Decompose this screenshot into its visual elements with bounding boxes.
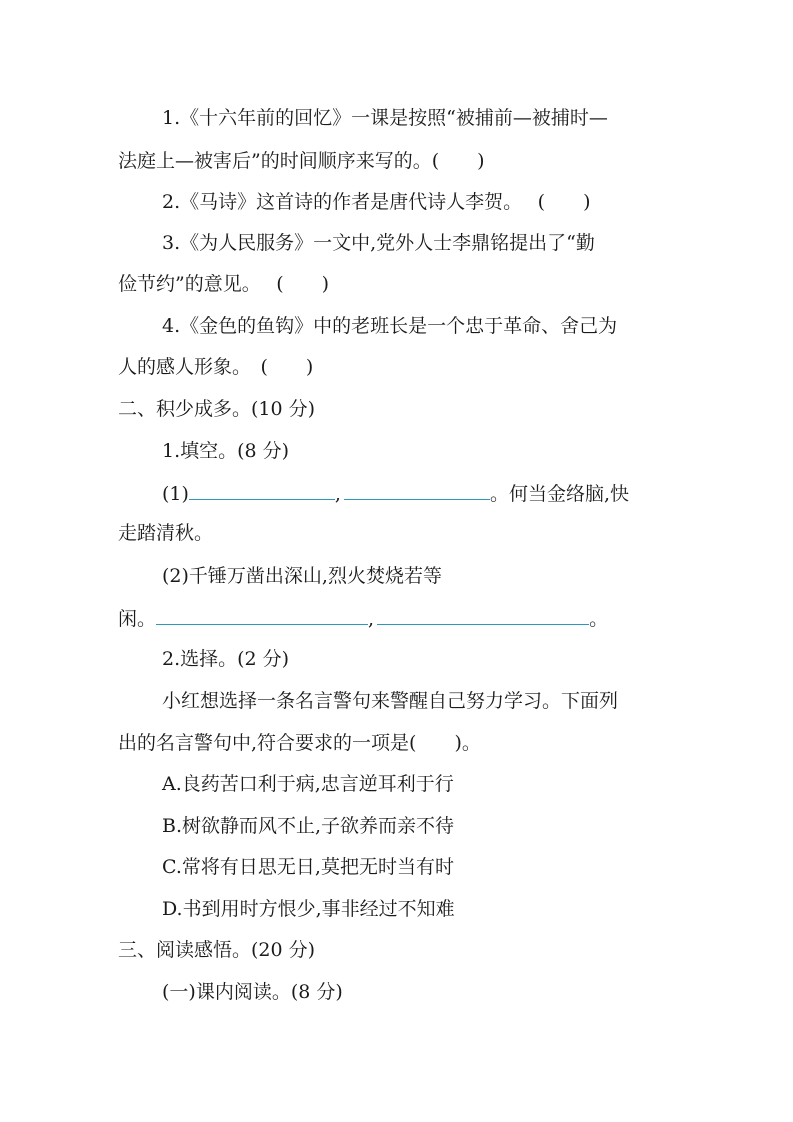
fill-item-1 xyxy=(162,479,678,507)
reading-sub-heading: (一)课内阅读。(8 分) xyxy=(162,981,343,1003)
answer-blank-3[interactable] xyxy=(156,604,368,625)
fill-item-2-line-2 xyxy=(118,604,678,632)
question-2: 2.《马诗》这首诗的作者是唐代诗人李贺。 ( ) xyxy=(162,191,591,213)
fill-item-1-line-2: 走踏清秋。 xyxy=(118,522,214,544)
answer-blank-4[interactable] xyxy=(377,604,589,625)
choice-option-b[interactable]: B.树欲静而风不止,子欲养而亲不待 xyxy=(162,815,455,837)
question-3-line-1: 3.《为人民服务》一文中,党外人士李鼎铭提出了“勤 xyxy=(162,232,595,254)
question-3-line-2: 俭节约”的意见。 ( ) xyxy=(118,273,330,295)
choice-option-c[interactable]: C.常将有日思无日,莫把无时当有时 xyxy=(162,856,454,878)
question-4-line-1: 4.《金色的鱼钩》中的老班长是一个忠于革命、舍己为 xyxy=(162,315,618,337)
answer-blank-2[interactable] xyxy=(344,479,490,500)
fill-item-2-suffix: 。 xyxy=(589,608,609,630)
choice-option-d[interactable]: D.书到用时方恨少,事非经过不知难 xyxy=(162,898,455,920)
choice-heading: 2.选择。(2 分) xyxy=(162,648,290,670)
fill-item-2-separator: , xyxy=(368,608,375,630)
fill-item-2-line-1: (2)千锤万凿出深山,烈火焚烧若等 xyxy=(162,565,442,587)
choice-stem-line-2: 出的名言警句中,符合要求的一项是( )。 xyxy=(118,732,481,754)
fill-item-1-prefix: (1) xyxy=(162,483,189,505)
choice-option-a[interactable]: A.良药苦口利于病,忠言逆耳利于行 xyxy=(162,773,454,795)
question-4-line-2: 人的感人形象。 ( ) xyxy=(118,356,314,378)
question-1-line-2: 法庭上—被害后”的时间顺序来写的。( ) xyxy=(118,150,485,172)
fill-item-1-separator: , xyxy=(334,483,341,505)
section-3-heading: 三、阅读感悟。(20 分) xyxy=(118,939,316,961)
question-1-line-1: 1.《十六年前的回忆》一课是按照“被捕前—被捕时— xyxy=(162,107,608,129)
section-2-heading: 二、积少成多。(10 分) xyxy=(118,398,316,420)
choice-stem-line-1: 小红想选择一条名言警句来警醒自己努力学习。下面列 xyxy=(162,690,619,712)
fill-item-2-prefix: 闲。 xyxy=(118,608,157,630)
answer-blank-1[interactable] xyxy=(189,479,335,500)
fill-item-1-suffix: 。何当金络脑,快 xyxy=(489,483,630,505)
fill-blank-heading: 1.填空。(8 分) xyxy=(162,440,290,462)
